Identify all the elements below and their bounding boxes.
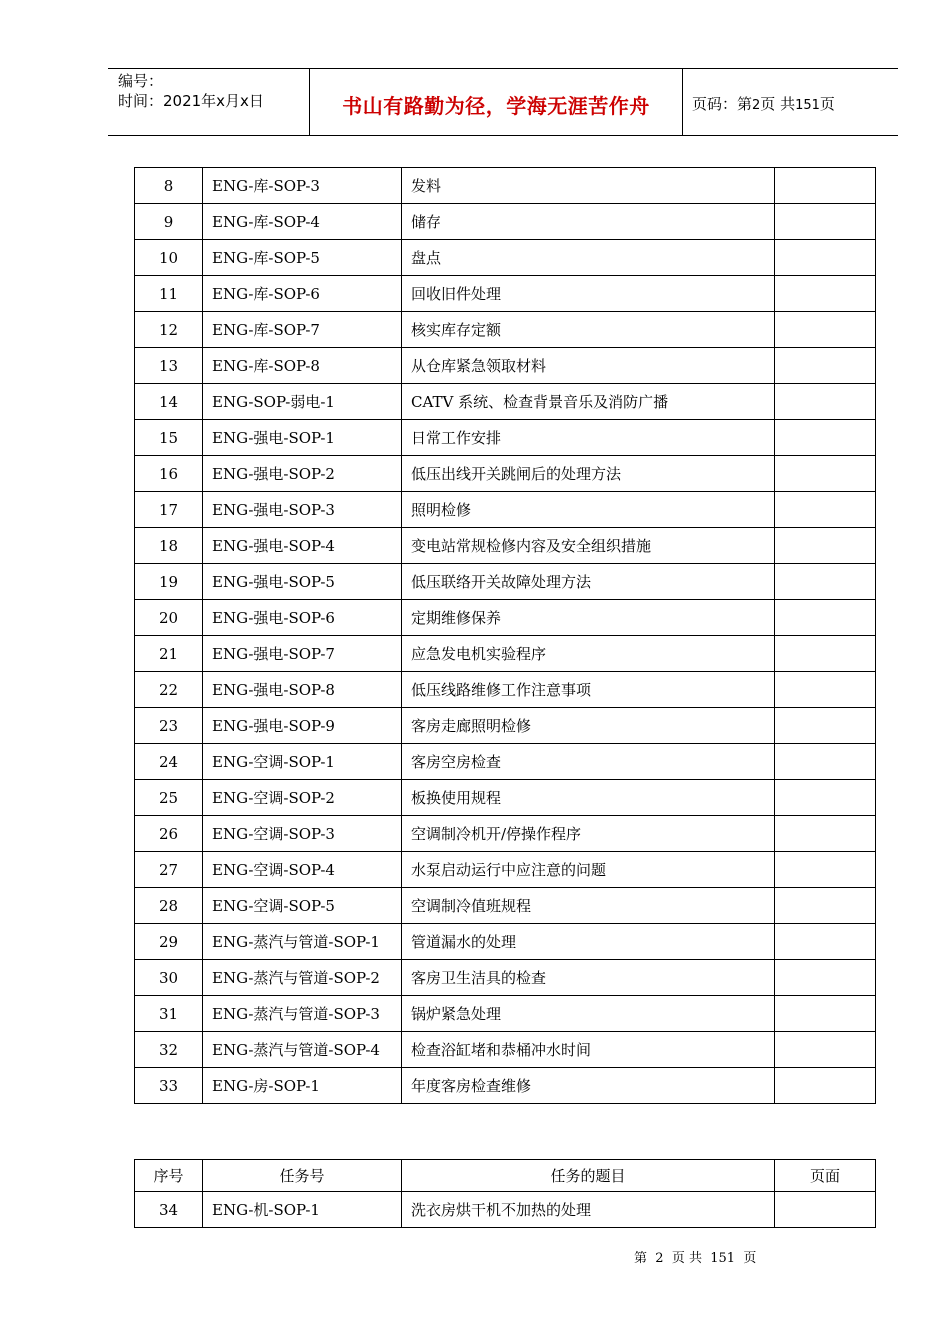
table-row (135, 312, 876, 348)
row-page (775, 672, 876, 708)
row-code: ENG-房-SOP-1 (203, 1068, 402, 1104)
row-title: 日常工作安排 (402, 420, 775, 456)
table-row (135, 708, 876, 744)
row-page (775, 996, 876, 1032)
row-page (775, 852, 876, 888)
header-divider-right (682, 69, 683, 136)
row-code: ENG-库-SOP-6 (203, 276, 402, 312)
header-top-border (108, 68, 898, 69)
row-no: 29 (135, 924, 203, 960)
row-page (775, 600, 876, 636)
row-no: 21 (135, 636, 203, 672)
row-page (775, 816, 876, 852)
table-row (135, 276, 876, 312)
table-row (135, 240, 876, 276)
document-number-label: 编号： (118, 72, 164, 90)
table-row (135, 204, 876, 240)
row-code: ENG-蒸汽与管道-SOP-2 (203, 960, 402, 996)
row-title: 从仓库紧急领取材料 (402, 348, 775, 384)
row-page (775, 1032, 876, 1068)
row-no: 34 (135, 1192, 203, 1228)
table-row (135, 852, 876, 888)
row-code: ENG-库-SOP-7 (203, 312, 402, 348)
page-number: 2 (752, 98, 761, 113)
table-row (135, 600, 876, 636)
row-no: 9 (135, 204, 203, 240)
row-no: 8 (135, 168, 203, 204)
row-no: 13 (135, 348, 203, 384)
row-title: 变电站常规检修内容及安全组织措施 (402, 528, 775, 564)
header-bottom-border (108, 135, 898, 136)
row-code: ENG-库-SOP-8 (203, 348, 402, 384)
row-title: 客房空房检查 (402, 744, 775, 780)
row-title: 空调制冷值班规程 (402, 888, 775, 924)
row-no: 15 (135, 420, 203, 456)
row-page (775, 168, 876, 204)
table-row (135, 168, 876, 204)
row-title: 低压线路维修工作注意事项 (402, 672, 775, 708)
row-title: 定期维修保养 (402, 600, 775, 636)
page-total: 151 (795, 98, 820, 113)
table-row (135, 420, 876, 456)
row-code: ENG-强电-SOP-3 (203, 492, 402, 528)
table-row (135, 924, 876, 960)
row-code: ENG-SOP-弱电-1 (203, 384, 402, 420)
row-page (775, 888, 876, 924)
row-page (775, 780, 876, 816)
table-row (135, 636, 876, 672)
row-page (775, 384, 876, 420)
row-title: 发料 (402, 168, 775, 204)
table-row (135, 384, 876, 420)
row-code: ENG-强电-SOP-1 (203, 420, 402, 456)
row-page (775, 636, 876, 672)
table-header-row (135, 1160, 876, 1192)
row-title: 回收旧件处理 (402, 276, 775, 312)
table-row (135, 672, 876, 708)
row-page (775, 492, 876, 528)
row-page (775, 312, 876, 348)
row-no: 30 (135, 960, 203, 996)
row-no: 31 (135, 996, 203, 1032)
row-title: 板换使用规程 (402, 780, 775, 816)
row-title: 盘点 (402, 240, 775, 276)
table-row (135, 996, 876, 1032)
row-page (775, 204, 876, 240)
row-code: ENG-库-SOP-3 (203, 168, 402, 204)
table-row (135, 456, 876, 492)
row-no: 11 (135, 276, 203, 312)
row-code: ENG-空调-SOP-3 (203, 816, 402, 852)
header-cell-no: 序号 (135, 1160, 203, 1192)
row-title: 照明检修 (402, 492, 775, 528)
row-page (775, 960, 876, 996)
row-no: 28 (135, 888, 203, 924)
row-page (775, 1068, 876, 1104)
row-title: 低压联络开关故障处理方法 (402, 564, 775, 600)
row-code: ENG-强电-SOP-8 (203, 672, 402, 708)
row-page (775, 528, 876, 564)
row-title: 客房走廊照明检修 (402, 708, 775, 744)
row-code: ENG-空调-SOP-5 (203, 888, 402, 924)
table-row (135, 888, 876, 924)
row-page (775, 1192, 876, 1228)
row-title: 锅炉紧急处理 (402, 996, 775, 1032)
row-page (775, 240, 876, 276)
table-row (135, 528, 876, 564)
row-code: ENG-强电-SOP-7 (203, 636, 402, 672)
header-motto: 书山有路勤为径，学海无涯苦作舟 (342, 94, 650, 118)
row-code: ENG-库-SOP-4 (203, 204, 402, 240)
row-no: 18 (135, 528, 203, 564)
page-prefix: 页码：第 (692, 95, 753, 113)
table-row (135, 744, 876, 780)
row-page (775, 924, 876, 960)
header-cell-title: 任务的题目 (402, 1160, 775, 1192)
table-row (135, 960, 876, 996)
row-title: 空调制冷机开/停操作程序 (402, 816, 775, 852)
row-no: 24 (135, 744, 203, 780)
row-code: ENG-蒸汽与管道-SOP-3 (203, 996, 402, 1032)
page-suffix: 页 (819, 95, 835, 113)
table-row (135, 1068, 876, 1104)
row-no: 22 (135, 672, 203, 708)
row-code: ENG-库-SOP-5 (203, 240, 402, 276)
table-row (135, 780, 876, 816)
row-no: 27 (135, 852, 203, 888)
row-title: 洗衣房烘干机不加热的处理 (402, 1192, 775, 1228)
footer-suffix: 页 (743, 1251, 757, 1266)
footer-page-number: 2 (655, 1251, 664, 1266)
row-page (775, 708, 876, 744)
footer-total: 151 (710, 1251, 736, 1266)
header-cell-page: 页面 (775, 1160, 876, 1192)
header-left-cell (118, 71, 264, 111)
row-code: ENG-蒸汽与管道-SOP-4 (203, 1032, 402, 1068)
row-code: ENG-强电-SOP-6 (203, 600, 402, 636)
header-page-indicator (692, 93, 835, 114)
row-code: ENG-强电-SOP-4 (203, 528, 402, 564)
task-table-continued (134, 1159, 876, 1228)
task-table (134, 167, 876, 1104)
table-row (135, 1192, 876, 1228)
row-no: 32 (135, 1032, 203, 1068)
row-no: 19 (135, 564, 203, 600)
row-title: 储存 (402, 204, 775, 240)
row-page (775, 744, 876, 780)
header-cell-code: 任务号 (203, 1160, 402, 1192)
row-page (775, 348, 876, 384)
row-code: ENG-空调-SOP-2 (203, 780, 402, 816)
row-title: 管道漏水的处理 (402, 924, 775, 960)
row-no: 25 (135, 780, 203, 816)
row-code: ENG-强电-SOP-5 (203, 564, 402, 600)
row-code: ENG-蒸汽与管道-SOP-1 (203, 924, 402, 960)
row-no: 26 (135, 816, 203, 852)
row-title: 年度客房检查维修 (402, 1068, 775, 1104)
page-footer (634, 1247, 756, 1266)
row-page (775, 564, 876, 600)
footer-mid: 页 共 (671, 1251, 702, 1266)
row-code: ENG-强电-SOP-9 (203, 708, 402, 744)
row-title: 检查浴缸堵和恭桶冲水时间 (402, 1032, 775, 1068)
document-time-label: 时间：2021年x月x日 (118, 92, 264, 110)
row-code: ENG-空调-SOP-4 (203, 852, 402, 888)
page-mid: 页 共 (760, 95, 796, 113)
row-code: ENG-空调-SOP-1 (203, 744, 402, 780)
row-no: 23 (135, 708, 203, 744)
row-title: 应急发电机实验程序 (402, 636, 775, 672)
table-row (135, 1032, 876, 1068)
row-title: 低压出线开关跳闸后的处理方法 (402, 456, 775, 492)
row-page (775, 276, 876, 312)
row-page (775, 456, 876, 492)
row-no: 33 (135, 1068, 203, 1104)
table-row (135, 564, 876, 600)
row-title: 核实库存定额 (402, 312, 775, 348)
row-no: 17 (135, 492, 203, 528)
row-title: 客房卫生洁具的检查 (402, 960, 775, 996)
task-table-body (135, 168, 876, 1104)
table-row (135, 492, 876, 528)
row-no: 10 (135, 240, 203, 276)
row-title: 水泵启动运行中应注意的问题 (402, 852, 775, 888)
row-no: 16 (135, 456, 203, 492)
row-title: CATV 系统、检查背景音乐及消防广播 (402, 384, 775, 420)
row-page (775, 420, 876, 456)
row-no: 14 (135, 384, 203, 420)
table-row (135, 816, 876, 852)
row-no: 12 (135, 312, 203, 348)
row-code: ENG-强电-SOP-2 (203, 456, 402, 492)
row-code: ENG-机-SOP-1 (203, 1192, 402, 1228)
table-row (135, 348, 876, 384)
row-no: 20 (135, 600, 203, 636)
footer-prefix: 第 (634, 1251, 648, 1266)
